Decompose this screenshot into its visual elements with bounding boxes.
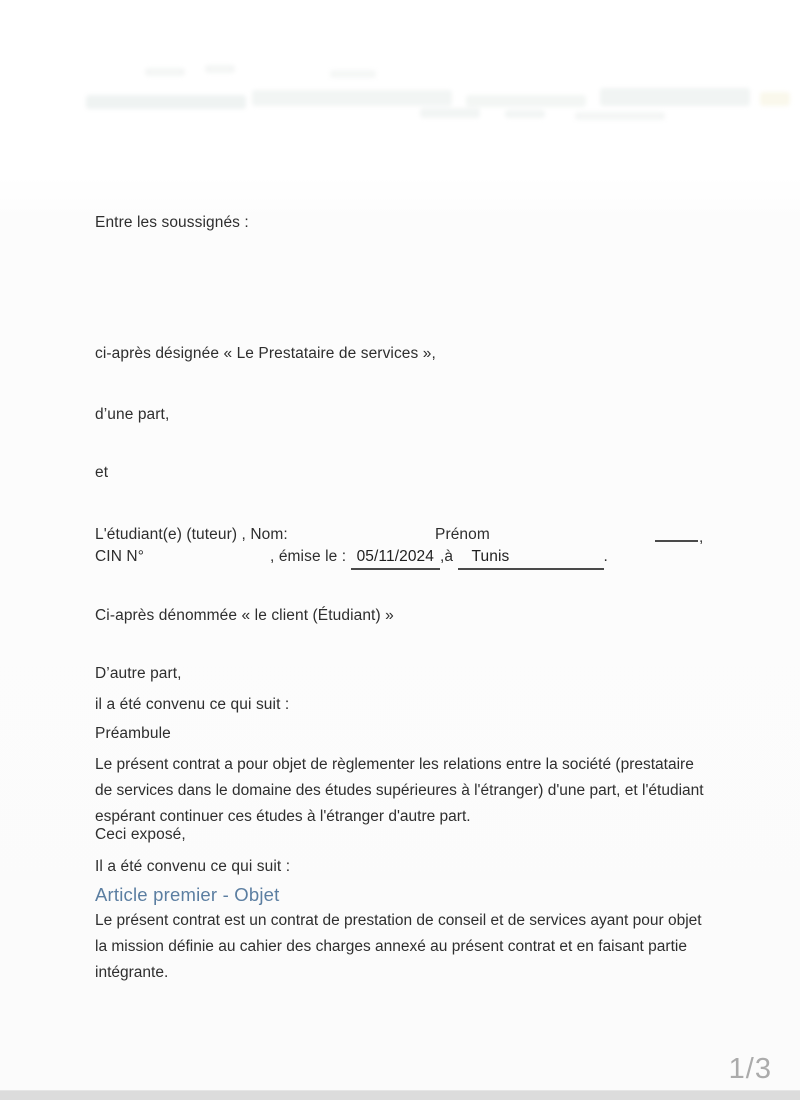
et-line: et [95,464,109,481]
bottom-edge-bar [0,1090,800,1100]
redaction-ghost [760,92,790,106]
redaction-ghost [205,65,235,73]
prenom-trailing-comma: , [699,529,704,546]
convenu-line-1: il a été convenu ce qui suit : [95,696,290,713]
redaction-ghost [600,88,750,106]
client-designation-line: Ci-après dénommée « le client (Étudiant) » [95,607,394,624]
redaction-ghost [575,112,665,120]
date-emise-value: 05/11/2024 [351,546,440,570]
redaction-ghost [330,70,376,78]
student-name-label: L'étudiant(e) (tuteur) , Nom: [95,526,288,543]
page-indicator: 1/3 [728,1053,772,1085]
a-label: ,à [440,548,458,565]
redaction-ghost [252,90,452,106]
preambule-heading: Préambule [95,725,171,742]
emise-le-label: , émise le : [270,548,351,565]
redaction-ghost [420,108,480,118]
redaction-ghost [466,95,586,107]
article-premier-paragraph: Le présent contrat est un contrat de prestation de conseil et de services ayant pour objet la mission définie au cahier des charges annexé au présent contrat et en faisant partie intégrante. [95,912,702,981]
period: . [603,548,608,565]
provider-designation-line: ci-après désignée « Le Prestataire de services », [95,345,436,362]
student-cin-line [270,546,608,570]
dautre-part-line: D’autre part, [95,665,182,682]
dune-part-line: d’une part, [95,406,170,423]
intro-line: Entre les soussignés : [95,214,249,231]
redaction-ghost [505,110,545,118]
ceci-expose-line: Ceci exposé, [95,826,186,843]
preambule-paragraph: Le présent contrat a pour objet de règlementer les relations entre la société (prestataire de services dans le domaine des études supérieures à l'étranger) d'une part, et l'étudiant espérant continuer ces études à l'étranger d'autre part. [95,756,704,825]
redaction-ghost [145,68,185,76]
prenom-blank-underline [655,524,698,542]
student-prenom-label: Prénom [435,526,490,543]
convenu-line-2: Il a été convenu ce qui suit : [95,858,291,875]
city-value: Tunis [458,546,604,570]
article-premier-heading: Article premier - Objet [95,884,280,905]
redaction-ghost [86,95,246,109]
student-cin-label: CIN N° [95,548,144,565]
